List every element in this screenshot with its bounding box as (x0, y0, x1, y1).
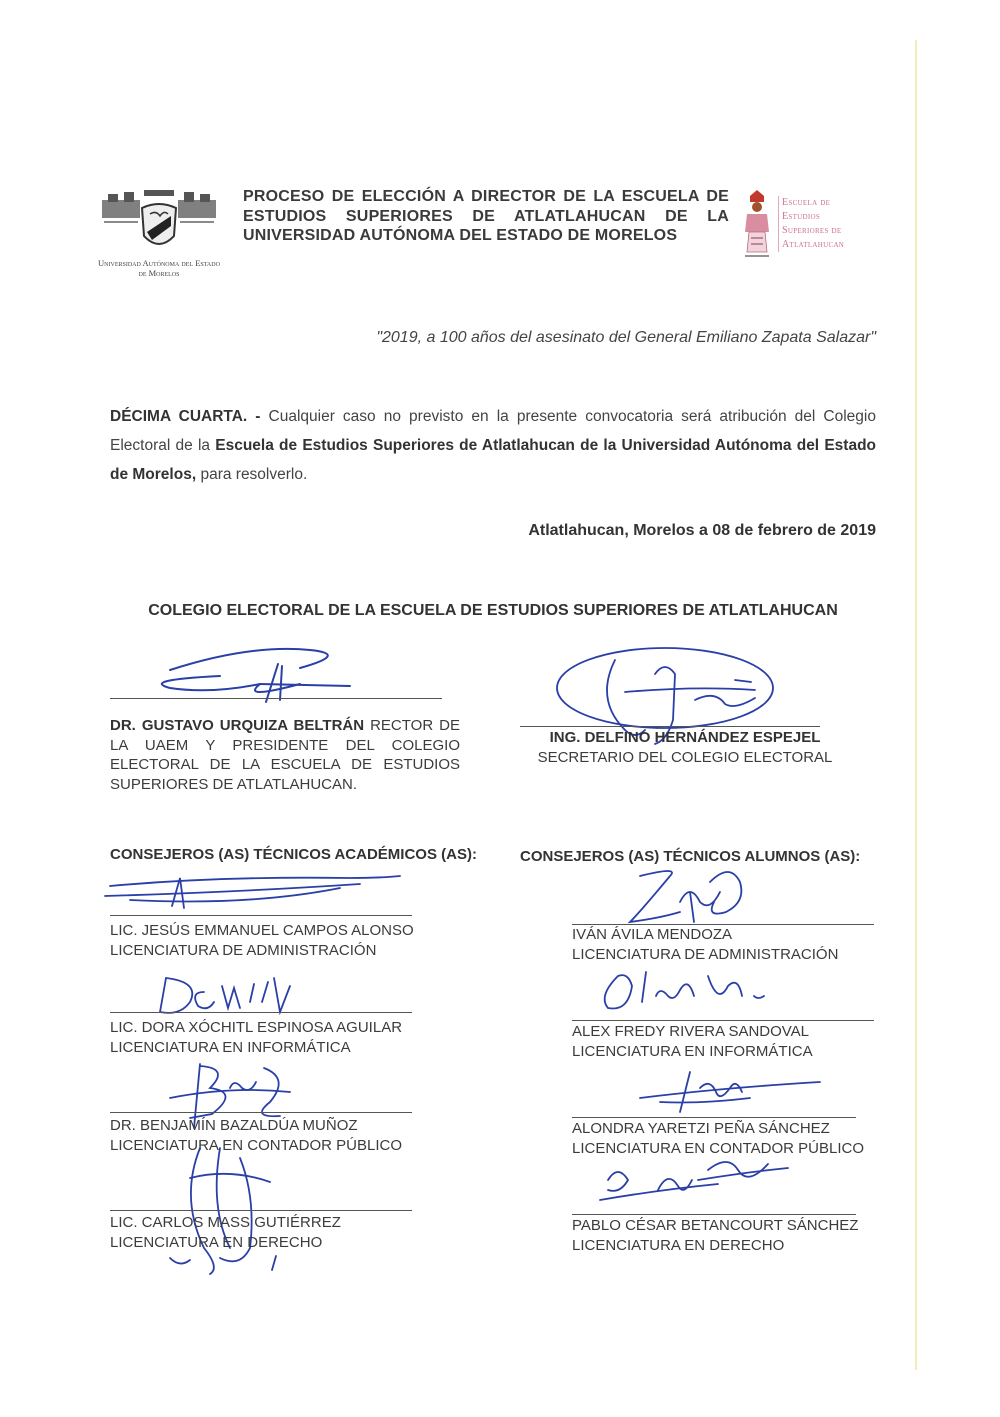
rector-signer (110, 716, 460, 794)
clause-text-end: para resolverlo. (196, 466, 308, 483)
uaem-caption: Universidad Autónoma del Estado de Morelos (98, 258, 220, 278)
students-heading: CONSEJEROS (AS) TÉCNICOS ALUMNOS (AS): (520, 848, 861, 865)
member-program: LICENCIATURA EN DERECHO (572, 1236, 785, 1254)
uaem-logo (100, 186, 218, 256)
academic-signature-line (110, 1112, 412, 1113)
secretary-signature-line (520, 726, 820, 727)
school-name-line: Escuela de (782, 197, 831, 208)
member-name: ALEX FREDY RIVERA SANDOVAL (572, 1023, 810, 1040)
student-signature-4 (598, 1150, 798, 1210)
academic-signature-1 (100, 866, 400, 916)
place-and-date: Atlatlahucan, Morelos a 08 de febrero de 2019 (528, 522, 876, 539)
rector-signature-line (110, 698, 442, 699)
member-name: IVÁN ÁVILA MENDOZA (572, 926, 733, 943)
school-emblem-figure (742, 188, 772, 260)
school-name-line: Estudios (782, 211, 821, 222)
member-program: LICENCIATURA DE ADMINISTRACIÓN (572, 945, 839, 963)
member-name: ALONDRA YARETZI PEÑA SÁNCHEZ (572, 1120, 830, 1137)
rector-name: DR. GUSTAVO URQUIZA BELTRÁN (110, 717, 365, 734)
student-signature-line (572, 1117, 856, 1118)
secretary-role: SECRETARIO DEL COLEGIO ELECTORAL (537, 748, 833, 766)
member-program: LICENCIATURA EN INFORMÁTICA (110, 1038, 351, 1056)
academic-signature-2 (150, 972, 310, 1022)
member-name: LIC. CARLOS MASS GUTIÉRREZ (110, 1214, 341, 1231)
school-name-line: Atlatlahucan (782, 239, 845, 250)
member-name: LIC. DORA XÓCHITL ESPINOSA AGUILAR (110, 1019, 403, 1036)
student-signature-2 (598, 966, 778, 1016)
student-signature-3 (620, 1068, 830, 1118)
rector-role: RECTOR DE LA UAEM Y PRESIDENTE DEL COLEGIO ELECTORAL DE LA ESCUELA DE ESTUDIOS SUPERIORES DE ATLATLAHUCAN. (110, 717, 460, 793)
student-member (572, 1216, 902, 1255)
academics-heading: CONSEJEROS (AS) TÉCNICOS ACADÉMICOS (AS): (110, 846, 477, 863)
academic-member (110, 921, 440, 960)
college-title: COLEGIO ELECTORAL DE LA ESCUELA DE ESTUDIOS SUPERIORES DE ATLATLAHUCAN (148, 602, 838, 619)
student-member (572, 925, 902, 964)
member-program: LICENCIATURA EN CONTADOR PÚBLICO (572, 1139, 864, 1157)
member-name: LIC. JESÚS EMMANUEL CAMPOS ALONSO (110, 922, 414, 939)
academic-signature-line (110, 915, 412, 916)
clause-text: Cualquier caso no previsto en la presente convocatoria será atribución del Colegio Electoral de la (110, 408, 876, 454)
academic-signature-4 (160, 1138, 290, 1278)
school-name-line: Superiores de (782, 225, 842, 236)
member-program: LICENCIATURA EN CONTADOR PÚBLICO (110, 1136, 402, 1154)
student-signature-line (572, 1020, 874, 1021)
academic-signature-line (110, 1012, 412, 1013)
school-name-block (778, 196, 892, 252)
member-name: PABLO CÉSAR BETANCOURT SÁNCHEZ (572, 1217, 859, 1234)
member-program: LICENCIATURA EN INFORMÁTICA (572, 1042, 813, 1060)
secretary-signer (520, 728, 850, 767)
academic-signature-line (110, 1210, 412, 1211)
member-name: DR. BENJAMÍN BAZALDÚA MUÑOZ (110, 1117, 358, 1134)
secretary-name: ING. DELFINO HERNÁNDEZ ESPEJEL (549, 729, 821, 746)
motto: "2019, a 100 años del asesinato del General Emiliano Zapata Salazar" (376, 329, 876, 346)
document-header-title: PROCESO DE ELECCIÓN A DIRECTOR DE LA ESCUELA DE ESTUDIOS SUPERIORES DE ATLATLAHUCAN DE LA UNIVERSIDAD AUTÓNOMA DEL ESTADO DE MORELOS (243, 188, 729, 244)
page-edge-line (915, 40, 917, 1370)
academic-member (110, 1018, 440, 1057)
member-program: LICENCIATURA DE ADMINISTRACIÓN (110, 941, 377, 959)
member-program: LICENCIATURA EN DERECHO (110, 1233, 323, 1251)
student-signature-line (572, 1214, 856, 1215)
student-signature-1 (610, 862, 760, 932)
clause-paragraph (110, 402, 876, 489)
academic-member (110, 1213, 440, 1252)
rector-signature (150, 640, 390, 710)
clause-bold-text: Escuela de Estudios Superiores de Atlatlahucan de la Universidad Autónoma del Estado de Morelos, (110, 437, 877, 483)
student-member (572, 1022, 902, 1061)
clause-heading: DÉCIMA CUARTA. - (110, 408, 261, 425)
